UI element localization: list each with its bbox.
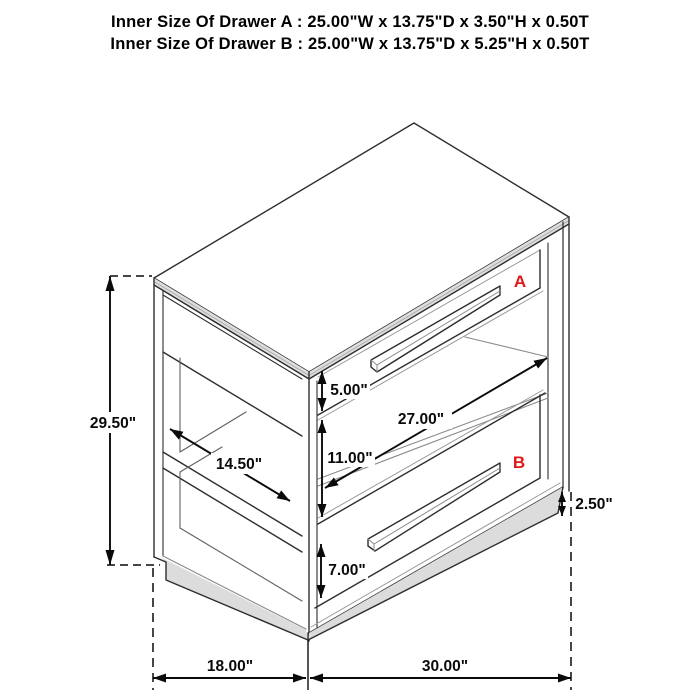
left-case-bottom-edge — [163, 556, 306, 629]
arrowhead-down — [558, 506, 566, 516]
arrowhead-up — [317, 544, 326, 557]
arrowhead-up — [318, 420, 327, 433]
plinth-left-face — [160, 557, 308, 640]
drawer-a-height-value: 5.00" — [330, 382, 368, 399]
dimension-side-depth — [153, 658, 306, 683]
left-shelf-opening-top — [163, 352, 302, 436]
dimension-base-height — [558, 492, 613, 516]
drawer-b-bottom-edge — [315, 478, 540, 608]
dimension-drawer-b-height — [317, 544, 369, 598]
dimension-shelf-depth — [170, 429, 290, 501]
shelf-interior-diagonal — [180, 412, 246, 452]
front-width-value: 30.00" — [421, 658, 469, 675]
arrowhead-upleft — [170, 429, 183, 440]
shelf-depth-value: 14.50" — [215, 456, 263, 473]
drawer-a-label: A — [513, 272, 527, 291]
drawer-a-spec-line: Inner Size Of Drawer A : 25.00"W x 13.75"D x 3.50"H x 0.50T — [111, 13, 589, 31]
base-height-value: 2.50" — [575, 496, 613, 513]
dimension-front-width — [310, 658, 571, 683]
arrowhead-left — [153, 674, 166, 683]
drawer-b-height-value: 7.00" — [328, 562, 366, 579]
overall-height-value: 29.50" — [89, 415, 137, 432]
arrowhead-down — [318, 504, 327, 517]
side-depth-value: 18.00" — [206, 658, 254, 675]
arrowhead-down — [318, 398, 327, 411]
arrowhead-down — [317, 585, 326, 598]
dimension-overall-height — [86, 276, 160, 565]
arrowhead-up — [106, 276, 115, 291]
arrowhead-right — [558, 674, 571, 683]
arrowhead-right — [293, 674, 306, 683]
slot-interior-rail-line — [465, 337, 548, 357]
arrowhead-downright — [277, 490, 290, 501]
opening-width-value: 27.00" — [397, 411, 445, 428]
arrowhead-upright — [534, 358, 548, 369]
left-shelf-bottom-edge — [163, 468, 302, 552]
opening-height-value: 11.00" — [327, 450, 373, 467]
arrowhead-left — [310, 674, 323, 683]
arrowhead-down — [106, 550, 115, 565]
drawer-b-label: B — [512, 453, 526, 472]
drawer-b-spec-line: Inner Size Of Drawer B : 25.00"W x 13.75"D x 5.25"H x 0.50T — [110, 35, 590, 53]
cabinet-top-face — [154, 123, 569, 372]
